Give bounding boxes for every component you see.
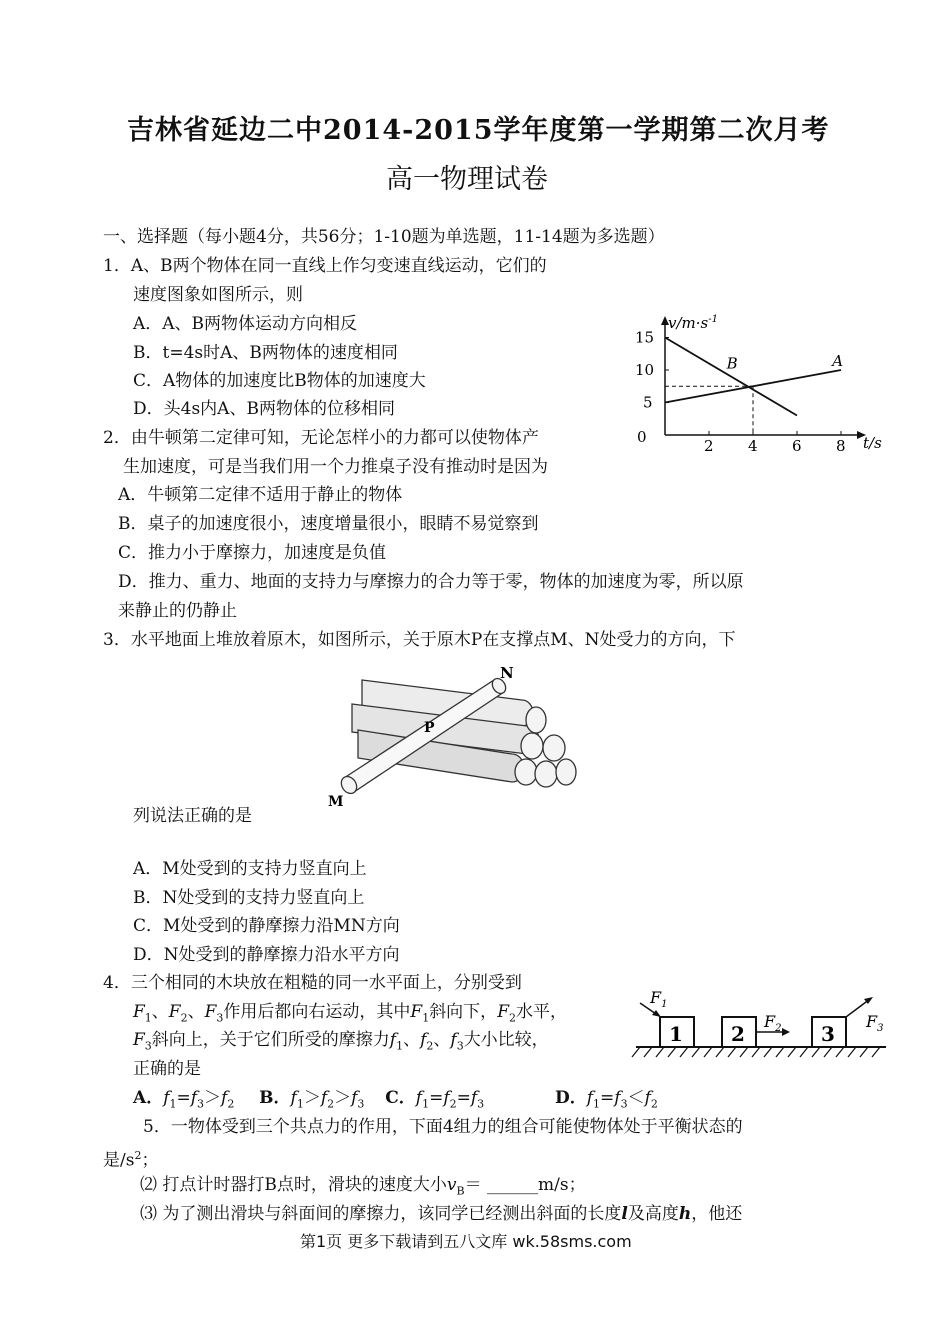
q3-option-c: C．M处受到的静摩擦力沿MN方向 xyxy=(133,916,400,936)
page-subtitle: 高一物理试卷 xyxy=(386,164,548,195)
x-axis-label: t/s xyxy=(863,434,882,452)
x-tick-label: 2 xyxy=(704,437,714,455)
q3-option-a: A．M处受到的支持力竖直向上 xyxy=(133,859,367,879)
log-end xyxy=(543,735,565,761)
q2-option-b: B．桌子的加速度很小，速度增量很小，眼睛不易觉察到 xyxy=(118,514,539,534)
label-n: N xyxy=(500,664,514,682)
force-f1-label: $F_1$ xyxy=(650,988,668,1010)
q2-stem-line2: 生加速度，可是当我们用一个力推桌子没有推动时是因为 xyxy=(123,457,548,477)
q2-option-c: C．推力小于摩擦力，加速度是负值 xyxy=(118,543,387,563)
q4-stem-line4: 正确的是 xyxy=(133,1059,201,1079)
velocity-time-chart xyxy=(620,310,890,460)
q3-stem-line1: 3．水平地面上堆放着原木，如图所示，关于原木P在支撑点M、N处受力的方向，下 xyxy=(103,630,736,650)
label-p: P xyxy=(424,720,435,736)
x-tick-label: 4 xyxy=(748,437,758,455)
section-heading: 一、选择题（每小题4分，共56分；1-10题为单选题，11-14题为多选题） xyxy=(103,227,665,247)
q1-option-b: B．t=4s时A、B两物体的速度相同 xyxy=(133,343,398,363)
q4-option-a: A．$f_1=f_3>f_2$ xyxy=(133,1088,235,1111)
q5-item-3: ⑶ 为了测出滑块与斜面间的摩擦力，该同学已经测出斜面的长度l及高度h，他还 xyxy=(140,1204,743,1224)
log-end xyxy=(535,761,557,787)
log-end xyxy=(526,707,546,733)
page-footer: 第1页 更多下载请到五八文库 wk.58sms.com xyxy=(300,1232,632,1251)
force-f3-label: $F_3$ xyxy=(866,1012,884,1034)
q1-stem-line1: 1．A、B两个物体在同一直线上作匀变速直线运动，它们的 xyxy=(103,256,547,276)
y-tick-label: 10 xyxy=(635,361,655,379)
series-line-b xyxy=(665,338,797,416)
q5-line2: 是$/s^2$； xyxy=(103,1149,159,1171)
q4-stem-line3: $F_3$斜向上，关于它们所受的摩擦力$f_1$、$f_2$、$f_3$大小比较， xyxy=(133,1030,549,1053)
q4-option-b: B．$f_1>f_2>f_3$ xyxy=(259,1088,365,1111)
force-f2-arrowhead xyxy=(782,1028,790,1036)
q5-item-2: ⑵ 打点计时器打B点时，滑块的速度大小$v_B=$ ______m/s； xyxy=(140,1175,586,1198)
q4-stem-line2: $F_1$、$F_2$、$F_3$作用后都向右运动，其中$F_1$斜向下，$F_2$水平， xyxy=(133,1002,567,1025)
origin-label: 0 xyxy=(637,428,647,446)
series-label-b: B xyxy=(726,354,738,373)
log-end xyxy=(515,759,537,785)
block-3-label: 3 xyxy=(821,1022,835,1046)
chart-axes xyxy=(661,316,866,439)
q1-option-d: D．头4s内A、B两物体的位移相同 xyxy=(133,399,395,419)
y-tick-label: 5 xyxy=(643,393,653,412)
y-axis-label: $v/m\cdot s^{-1}$ xyxy=(668,314,718,332)
q3-option-d: D．N处受到的静摩擦力沿水平方向 xyxy=(133,945,400,965)
y-tick-label: 15 xyxy=(635,328,655,347)
x-tick-label: 6 xyxy=(792,437,802,455)
q4-options xyxy=(133,1086,658,1116)
block-2-label: 2 xyxy=(731,1022,745,1046)
q1-option-c: C．A物体的加速度比B物体的加速度大 xyxy=(133,371,426,391)
q4-option-d: D．$f_1=f_3<f_2$ xyxy=(554,1088,658,1111)
q1-stem-line2: 速度图象如图所示，则 xyxy=(133,285,303,305)
series-label-a: A xyxy=(832,352,844,371)
x-tick-label: 8 xyxy=(836,437,846,455)
q2-stem-line1: 2．由牛顿第二定律可知，无论怎样小的力都可以使物体产 xyxy=(103,428,539,448)
q4-stem-line1: 4．三个相同的木块放在粗糙的同一水平面上，分别受到 xyxy=(103,973,522,993)
force-f2-label: $F_2$ xyxy=(764,1012,782,1034)
label-m: M xyxy=(328,794,344,810)
logs-figure xyxy=(322,660,572,820)
q3-option-b: B．N处受到的支持力竖直向上 xyxy=(133,888,365,908)
blocks-figure xyxy=(630,985,890,1060)
q2-option-a: A．牛顿第二定律不适用于静止的物体 xyxy=(118,485,403,505)
log-end xyxy=(521,733,543,759)
q5-stem: 5．一物体受到三个共点力的作用，下面4组力的组合可能使物体处于平衡状态的 xyxy=(143,1117,743,1137)
force-f1-arrowhead xyxy=(652,1010,661,1017)
q4-option-c: C．$f_1=f_2=f_3$ xyxy=(385,1088,485,1111)
q1-option-a: A．A、B两物体运动方向相反 xyxy=(133,314,358,334)
log-end xyxy=(556,759,576,785)
block-1-label: 1 xyxy=(669,1022,683,1046)
q3-stem-line2: 列说法正确的是 xyxy=(133,806,252,826)
page-title: 吉林省延边二中2014-2015学年度第一学期第二次月考 xyxy=(127,115,830,146)
q2-option-d-line2: 来静止的仍静止 xyxy=(118,601,237,621)
q2-option-d-line1: D．推力、重力、地面的支持力与摩擦力的合力等于零，物体的加速度为零，所以原 xyxy=(118,572,744,592)
